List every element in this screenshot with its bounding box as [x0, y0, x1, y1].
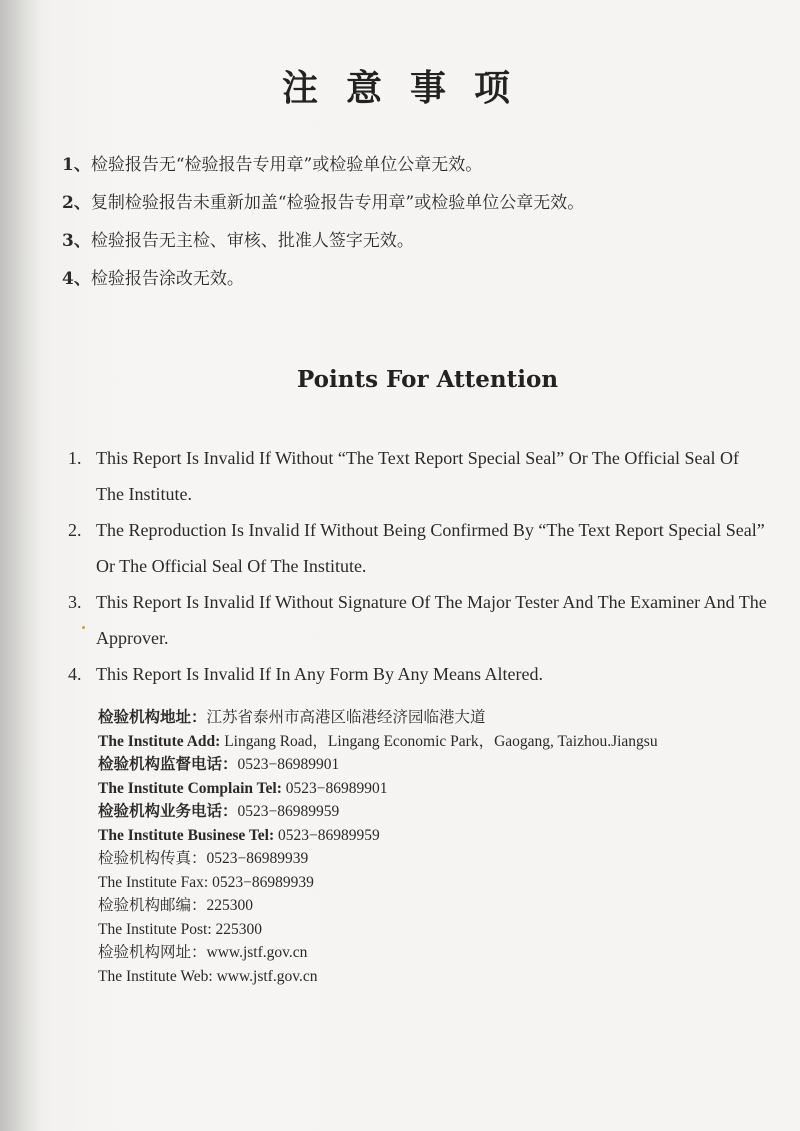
note-text: 检验报告无主检、审核、批准人签字无效。	[90, 231, 414, 251]
notes-list-cn	[62, 155, 584, 307]
contact-label: The Institute Add:	[98, 732, 221, 750]
note-number: 2、	[62, 193, 91, 213]
contact-fax-en	[98, 871, 658, 895]
contact-business-tel-cn	[98, 800, 658, 824]
contact-label: The Institute Post:	[98, 920, 212, 938]
contact-value: 0523−86989939	[206, 850, 309, 867]
note-en-item	[68, 512, 768, 584]
contact-value: 0523−86989959	[237, 803, 340, 820]
contact-label: 检验机构地址：	[98, 709, 207, 726]
note-number: 2.	[68, 520, 82, 540]
page-title-en: Points For Attention	[297, 366, 559, 393]
contact-label: The Institute Fax:	[98, 873, 209, 891]
note-text: This Report Is Invalid If Without “The Text Report Special Seal” Or The Official Seal Of The Institute.	[96, 448, 740, 504]
contact-post-en	[98, 918, 658, 942]
contact-label: 检验机构网址：	[98, 944, 207, 961]
contact-address-en	[98, 730, 658, 754]
contact-post-cn	[98, 894, 658, 918]
note-cn-item	[62, 155, 584, 175]
contact-value: www.jstf.gov.cn	[212, 967, 318, 985]
contact-value: 225300	[211, 920, 263, 938]
note-cn-item	[62, 269, 584, 289]
note-text: This Report Is Invalid If In Any Form By Any Means Altered.	[96, 664, 543, 684]
note-number: 3.	[68, 592, 82, 612]
contact-business-tel-en	[98, 824, 658, 848]
note-en-item	[68, 656, 768, 692]
contact-value: 0523−86989959	[274, 826, 380, 844]
note-en-item	[68, 584, 768, 656]
contact-value: 0523−86989901	[237, 756, 340, 773]
note-cn-item	[62, 193, 584, 213]
contact-label: 检验机构监督电话：	[98, 756, 238, 773]
contact-value: www.jstf.gov.cn	[206, 944, 308, 961]
contact-value: 225300	[206, 897, 254, 914]
contact-address-cn	[98, 706, 658, 730]
note-text: 检验报告涂改无效。	[90, 269, 244, 289]
contact-value: 江苏省泰州市高港区临港经济园临港大道	[206, 709, 486, 726]
contact-complain-tel-cn	[98, 753, 658, 777]
note-text: 检验报告无“检验报告专用章”或检验单位公章无效。	[90, 155, 483, 175]
note-text: This Report Is Invalid If Without Signature Of The Major Tester And The Examiner And The Approver.	[96, 592, 767, 648]
note-number: 1、	[62, 155, 91, 175]
note-number: 4.	[68, 664, 82, 684]
contact-value: 0523−86989939	[208, 873, 314, 891]
contact-label: 检验机构传真：	[98, 850, 207, 867]
note-en-item	[68, 440, 768, 512]
note-number: 1.	[68, 448, 82, 468]
note-number: 3、	[62, 231, 91, 251]
scan-speck	[82, 626, 85, 629]
note-text: 复制检验报告未重新加盖“检验报告专用章”或检验单位公章无效。	[90, 193, 585, 213]
contact-fax-cn	[98, 847, 658, 871]
institute-contact-block	[98, 706, 658, 988]
notes-list-en	[68, 440, 768, 692]
contact-label: 检验机构业务电话：	[98, 803, 238, 820]
contact-value: 0523−86989901	[281, 779, 388, 797]
contact-web-cn	[98, 941, 658, 965]
contact-complain-tel-en	[98, 777, 658, 801]
contact-label: 检验机构邮编：	[98, 897, 207, 914]
page-title-cn: 注意事项	[281, 68, 538, 109]
contact-web-en	[98, 965, 658, 989]
contact-label: The Institute Businese Tel:	[98, 826, 275, 844]
note-number: 4、	[62, 269, 91, 289]
note-text: The Reproduction Is Invalid If Without Being Confirmed By “The Text Report Special Seal” Or The Official Seal Of The Institute.	[96, 520, 765, 576]
contact-label: The Institute Complain Tel:	[98, 779, 282, 797]
contact-label: The Institute Web:	[98, 967, 213, 985]
note-cn-item	[62, 231, 584, 251]
contact-value: Lingang Road，Lingang Economic Park，Gaogang, Taizhou.Jiangsu	[220, 732, 658, 750]
binding-shadow	[0, 0, 40, 1131]
